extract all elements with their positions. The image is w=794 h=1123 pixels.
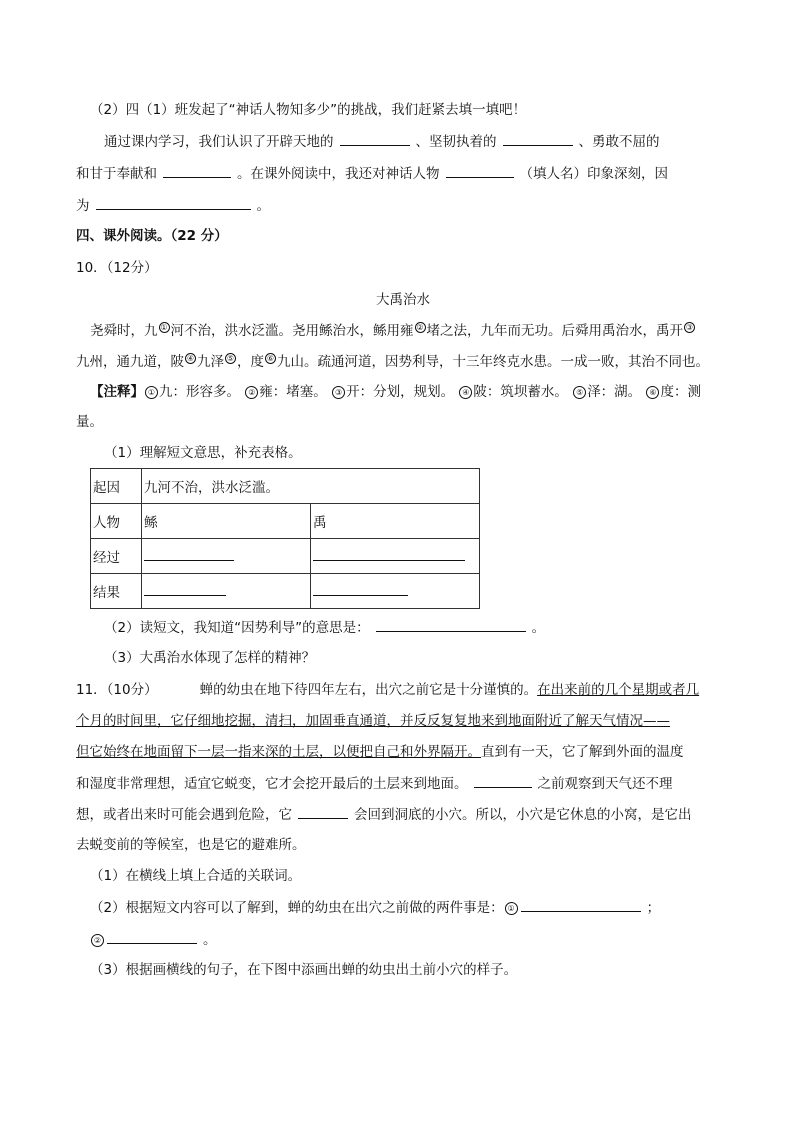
q10-sub3: （3）大禹治水体现了怎样的精神？ bbox=[104, 650, 316, 666]
blank-5[interactable] bbox=[96, 195, 251, 210]
section-title: 四、课外阅读。（22 分） bbox=[76, 228, 228, 244]
notes-end: 量。 bbox=[76, 414, 103, 430]
q11-line4: 和湿度非常理想，适宜它蜕变，它才会挖开最后的土层来到地面。 之前观察到天气还不理 bbox=[76, 773, 673, 794]
cell-label-process: 经过 bbox=[91, 539, 142, 574]
notes-line: 【注释】 ① 九：形容多。 ② 雍：堵塞。 ③ 开：分划，规划。 ④ 陂：筑坝蓄水。 ⑤ 泽：湖。 ⑥ 度：测 bbox=[90, 384, 701, 400]
q10-number: 10．（12分） bbox=[76, 260, 158, 276]
cell-person-yu: 禹 bbox=[311, 504, 480, 539]
q2-line2: 和甘于奉献和 。在课外阅读中，我还对神话人物 （填人名）印象深刻，因 bbox=[76, 163, 668, 184]
cell-process-gun[interactable] bbox=[142, 539, 311, 574]
note-mark-5: ⑤ bbox=[226, 353, 235, 363]
blank-thing-2[interactable] bbox=[107, 929, 197, 944]
q11-line6: 去蜕变前的等候室，也是它的避难所。 bbox=[76, 837, 306, 853]
q10-sub2: （2）读短文，我知道“因势利导”的意思是： 。 bbox=[104, 617, 545, 638]
q11-sub2: （2）根据短文内容可以了解到，蝉的幼虫在出穴之前做的两件事是： ① ； bbox=[90, 897, 660, 918]
blank-thing-1[interactable] bbox=[521, 897, 641, 912]
passage-line2: 九州，通九道，陂 ④ 九泽 ⑤ ，度 ⑥ 九山。疏通河道，因势利导，十三年终克水患。一成一败，其治不同也。 bbox=[76, 353, 709, 370]
cell-label-result: 结果 bbox=[91, 574, 142, 609]
q11-sub2-cont: ② 。 bbox=[90, 929, 217, 950]
note-mark-1: ① bbox=[160, 322, 168, 332]
blank-3[interactable] bbox=[163, 163, 231, 178]
q2-line3: 为 。 bbox=[76, 195, 270, 216]
note-mark-3: ③ bbox=[685, 322, 694, 332]
blank-1[interactable] bbox=[340, 131, 410, 146]
q2-heading: （2）四（1）班发起了“神话人物知多少”的挑战，我们赶紧去填一填吧！ bbox=[90, 102, 527, 118]
cell-label-person: 人物 bbox=[91, 504, 142, 539]
q11-sub3: （3）根据画横线的句子，在下图中添画出蝉的幼虫出土前小穴的样子。 bbox=[90, 962, 518, 978]
q11-line2: 个月的时间里，它仔细地挖掘，清扫，加固垂直通道，并反反复复地来到地面附近了解天气情况—— bbox=[76, 713, 670, 729]
passage-line1: 尧舜时，九 ① 河不治，洪水泛滥。尧用鲧治水，鲧用雍 ② 堵之法，九年而无功。后舜用禹治水，禹开 ③ bbox=[90, 322, 694, 339]
blank-conj-2[interactable] bbox=[298, 804, 348, 819]
note-mark-6: ⑥ bbox=[266, 353, 275, 363]
cell-result-gun[interactable] bbox=[142, 574, 311, 609]
q11-sub1: （1）在横线上填上合适的关联词。 bbox=[90, 868, 302, 884]
blank-conj-1[interactable] bbox=[474, 773, 532, 788]
cell-result-yu[interactable] bbox=[311, 574, 480, 609]
q11-line1: 11．（10分） 蝉的幼虫在地下待四年左右，出穴之前它是十分谨慎的。在出来前的几个星期或者几 bbox=[76, 682, 700, 698]
note-mark-2: ② bbox=[416, 322, 424, 332]
q10-sub1: （1）理解短文意思，补充表格。 bbox=[104, 445, 302, 461]
cell-process-yu[interactable] bbox=[311, 539, 480, 574]
note-mark-4: ④ bbox=[186, 353, 195, 363]
blank-meaning[interactable] bbox=[376, 617, 526, 632]
blank-2[interactable] bbox=[503, 131, 573, 146]
cell-person-gun: 鲧 bbox=[142, 504, 311, 539]
q11-line3: 但它始终在地面留下一层一指来深的土层，以便把自己和外界隔开。直到有一天，它了解到外面的温度 bbox=[76, 744, 684, 760]
cell-cause: 九河不治，洪水泛滥。 bbox=[142, 469, 480, 504]
fill-table bbox=[90, 468, 480, 609]
passage-title: 大禹治水 bbox=[376, 292, 430, 308]
q2-line1: 通过课内学习，我们认识了开辟天地的 、坚韧执着的 、勇敢不屈的 bbox=[104, 131, 660, 152]
cell-label-cause: 起因 bbox=[91, 469, 142, 504]
q11-line5: 想，或者出来时可能会遇到危险，它 会回到洞底的小穴。所以，小穴是它休息的小窝，是它出 bbox=[76, 804, 692, 825]
blank-4[interactable] bbox=[446, 163, 514, 178]
